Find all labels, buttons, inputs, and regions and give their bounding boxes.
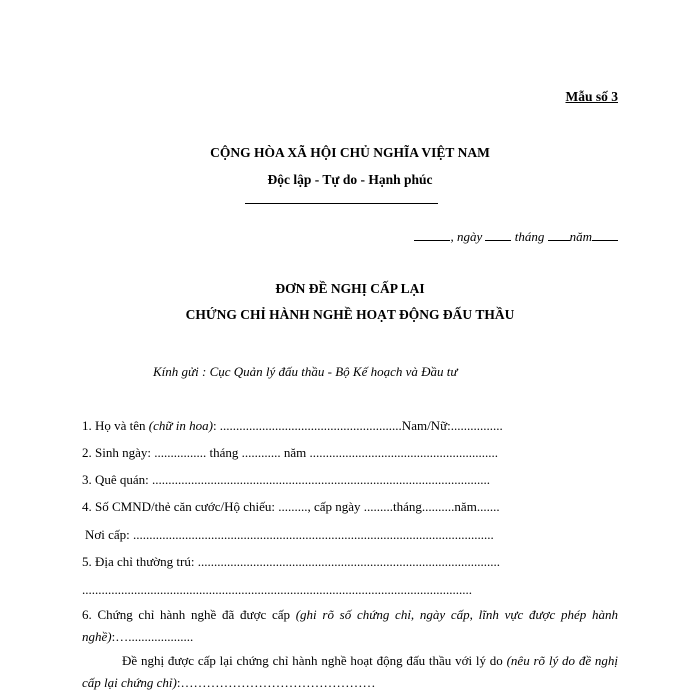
form-number: Mẫu số 3 bbox=[565, 89, 618, 104]
date-year-label: năm bbox=[569, 229, 592, 244]
field-full-name-hint: (chữ in hoa) bbox=[148, 418, 213, 433]
field-permanent-address-cont[interactable]: ........................................................................................................................ bbox=[82, 582, 472, 597]
place-blank[interactable] bbox=[414, 228, 450, 241]
field-issued-certificate[interactable] bbox=[82, 604, 618, 648]
field-full-name-label: 1. Họ và tên bbox=[82, 418, 149, 433]
field-reissue-reason-label: Đề nghị được cấp lại chứng chỉ hành nghề hoạt động đấu thầu với lý do bbox=[122, 653, 507, 668]
motto-underline bbox=[245, 203, 438, 204]
field-birth-date[interactable]: 2. Sinh ngày: ................ tháng ............ năm .......................................................... bbox=[82, 445, 498, 460]
national-title: CỘNG HÒA XÃ HỘI CHỦ NGHĨA VIỆT NAM bbox=[210, 145, 490, 160]
date-day-label: , ngày bbox=[450, 229, 486, 244]
field-issued-certificate-hint: (ghi rõ số chứng chỉ, ngày cấp, lĩnh vực được phép hành nghề) bbox=[82, 607, 618, 644]
year-blank[interactable] bbox=[592, 228, 618, 241]
field-reissue-reason-blank: :……………………………………… bbox=[176, 675, 376, 690]
field-reissue-reason[interactable] bbox=[82, 650, 618, 694]
field-issued-certificate-blank: :….................... bbox=[111, 629, 194, 644]
field-hometown[interactable]: 3. Quê quán: ........................................................................................................ bbox=[82, 472, 491, 487]
date-line bbox=[414, 228, 618, 245]
field-full-name-blank: : ........................................................Nam/Nữ:................ bbox=[212, 418, 503, 433]
field-reissue-reason-hint: (nêu rõ lý do đề nghị cấp lại chứng chỉ) bbox=[82, 653, 618, 690]
document-title-line2: CHỨNG CHỈ HÀNH NGHỀ HOẠT ĐỘNG ĐẤU THẦU bbox=[185, 307, 515, 322]
field-permanent-address[interactable]: 5. Địa chỉ thường trú: ............................................................................................. bbox=[82, 554, 500, 569]
field-id-issue-place[interactable]: Nơi cấp: ............................................................................................................... bbox=[85, 527, 494, 542]
field-id-document[interactable]: 4. Số CMND/thẻ căn cước/Hộ chiếu: ........., cấp ngày .........tháng..........năm....... bbox=[82, 499, 500, 514]
day-blank[interactable] bbox=[485, 228, 511, 241]
date-month-label: tháng bbox=[511, 229, 548, 244]
recipient-line: Kính gửi : Cục Quản lý đấu thầu - Bộ Kế hoạch và Đầu tư bbox=[153, 364, 458, 379]
field-full-name[interactable] bbox=[82, 418, 503, 434]
month-blank[interactable] bbox=[548, 228, 570, 241]
document-title-line1: ĐƠN ĐỀ NGHỊ CẤP LẠI bbox=[275, 281, 425, 296]
national-motto: Độc lập - Tự do - Hạnh phúc bbox=[267, 172, 433, 187]
field-issued-certificate-label: 6. Chứng chỉ hành nghề đã được cấp bbox=[82, 607, 296, 622]
